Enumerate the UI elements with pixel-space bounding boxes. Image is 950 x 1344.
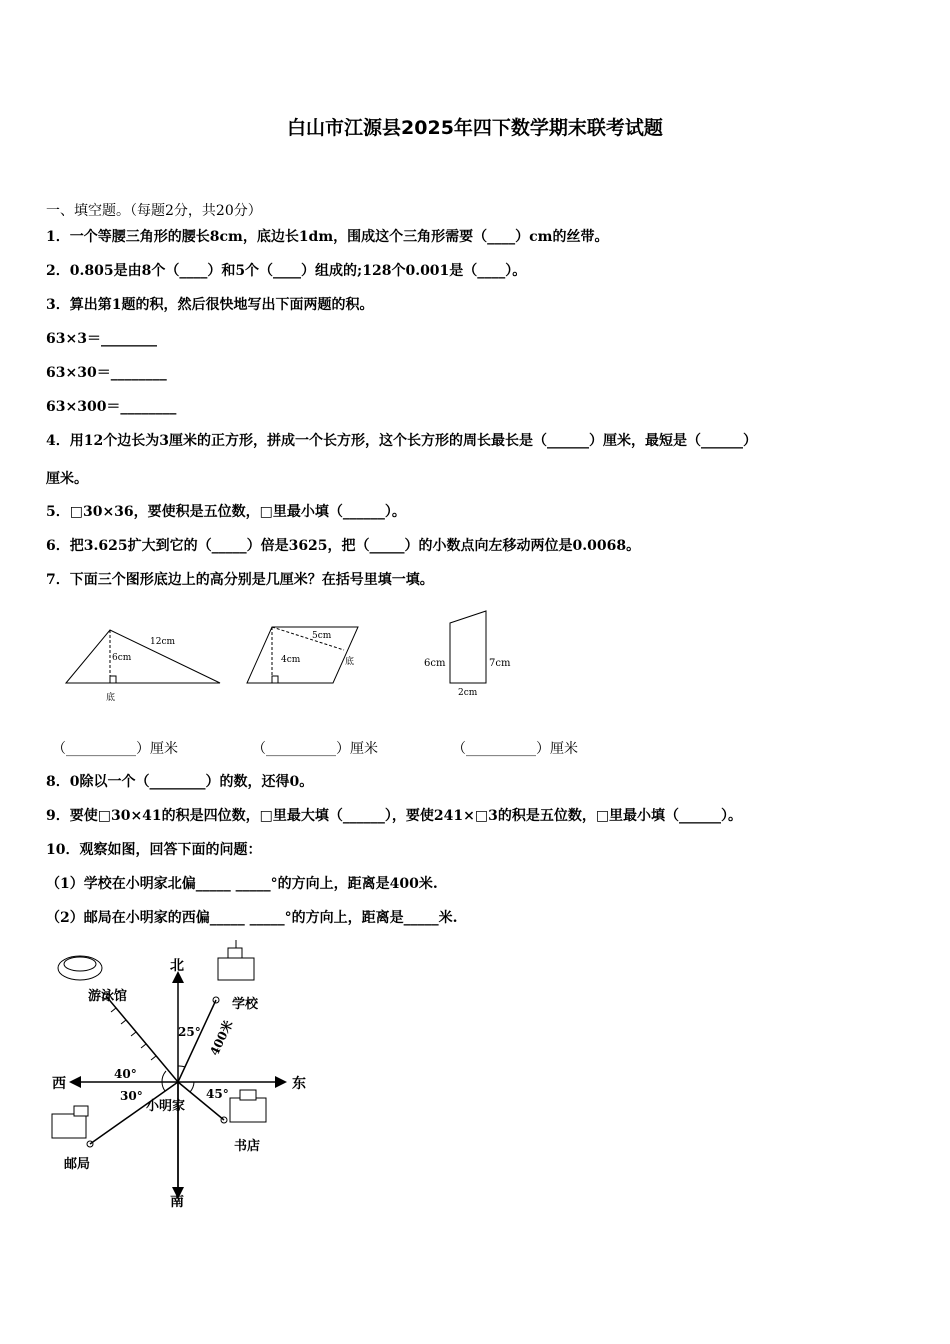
post-label: 邮局 bbox=[64, 1157, 91, 1172]
north-label: 北 bbox=[170, 958, 184, 974]
question-10: 10．观察如图，回答下面的问题： bbox=[46, 842, 262, 858]
post-office-icon bbox=[52, 1106, 88, 1138]
question-3b: 63×30＝________ bbox=[46, 365, 167, 381]
home-label: 小明家 bbox=[146, 1099, 186, 1114]
parallelogram-base-label: 底 bbox=[345, 657, 355, 667]
post-angle-label: 30° bbox=[120, 1089, 143, 1103]
question-8: 8．0除以一个（________）的数，还得0。 bbox=[46, 774, 314, 790]
triangle-side-label: 12cm bbox=[150, 637, 176, 647]
south-label: 南 bbox=[170, 1194, 184, 1210]
line-to-school bbox=[178, 1000, 216, 1082]
section-heading: 一、填空题。（每题2分，共20分） bbox=[46, 203, 262, 219]
trapezoid-figure bbox=[450, 611, 486, 683]
bookstore-icon bbox=[230, 1090, 266, 1122]
question-2: 2．0.805是由8个（____）和5个（____）组成的;128个0.001是（____）。 bbox=[46, 263, 527, 279]
answer-blank-2: （__________）厘米 bbox=[252, 741, 378, 757]
trapezoid-left-label: 6cm bbox=[424, 658, 446, 669]
page-title: 白山市江源县2025年四下数学期末联考试题 bbox=[287, 117, 663, 139]
direction-map bbox=[44, 938, 334, 1218]
question-6: 6．把3.625扩大到它的（_____）倍是3625，把（_____）的小数点向左移动两位是0.0068。 bbox=[46, 538, 641, 554]
school-icon bbox=[218, 940, 254, 980]
pool-icon bbox=[58, 956, 102, 980]
pool-label: 游泳馆 bbox=[88, 989, 128, 1004]
triangle-height-label: 6cm bbox=[112, 653, 132, 663]
question-4: 4．用12个边长为3厘米的正方形，拼成一个长方形，这个长方形的周长最长是（______）厘米，最短是（______） bbox=[46, 433, 757, 449]
question-7: 7．下面三个图形底边上的高分别是几厘米？在括号里填一填。 bbox=[46, 572, 434, 588]
triangle-figure bbox=[66, 630, 220, 683]
east-label: 东 bbox=[292, 1076, 306, 1092]
question-9: 9．要使□30×41的积是四位数，□里最大填（______），要使241×□3的积是五位数，□里最小填（______）。 bbox=[46, 808, 743, 824]
school-label: 学校 bbox=[232, 997, 259, 1012]
trapezoid-right-label: 7cm bbox=[489, 658, 511, 669]
answer-blank-1: （__________）厘米 bbox=[52, 741, 178, 757]
question-5: 5．□30×36，要使积是五位数，□里最小填（______）。 bbox=[46, 504, 406, 520]
school-angle-label: 25° bbox=[178, 1025, 201, 1039]
west-label: 西 bbox=[52, 1076, 66, 1092]
question-10-1: （1）学校在小明家北偏_____ _____°的方向上，距离是400米. bbox=[46, 876, 438, 892]
question-10-2: （2）邮局在小明家的西偏_____ _____°的方向上，距离是_____米. bbox=[46, 910, 458, 926]
answer-blank-3: （__________）厘米 bbox=[452, 741, 578, 757]
bookstore-label: 书店 bbox=[234, 1139, 261, 1154]
parallelogram-height-label: 4cm bbox=[281, 655, 301, 665]
question-3a: 63×3＝________ bbox=[46, 331, 157, 347]
question-4-cont: 厘米。 bbox=[46, 471, 88, 487]
bookstore-angle-label: 45° bbox=[206, 1087, 229, 1101]
question-3: 3．算出第1题的积，然后很快地写出下面两题的积。 bbox=[46, 297, 374, 313]
question-3c: 63×300＝________ bbox=[46, 399, 177, 415]
parallelogram-figure bbox=[247, 627, 358, 683]
pool-angle-label: 40° bbox=[114, 1067, 137, 1081]
distance-label: 400米 bbox=[207, 1018, 236, 1058]
question-1: 1．一个等腰三角形的腰长8cm，底边长1dm，围成这个三角形需要（____）cm的丝带。 bbox=[46, 229, 609, 245]
triangle-base-label: 底 bbox=[106, 693, 116, 703]
parallelogram-side-label: 5cm bbox=[312, 631, 332, 641]
trapezoid-bottom-label: 2cm bbox=[458, 688, 478, 698]
figure-7-shapes bbox=[40, 600, 520, 710]
